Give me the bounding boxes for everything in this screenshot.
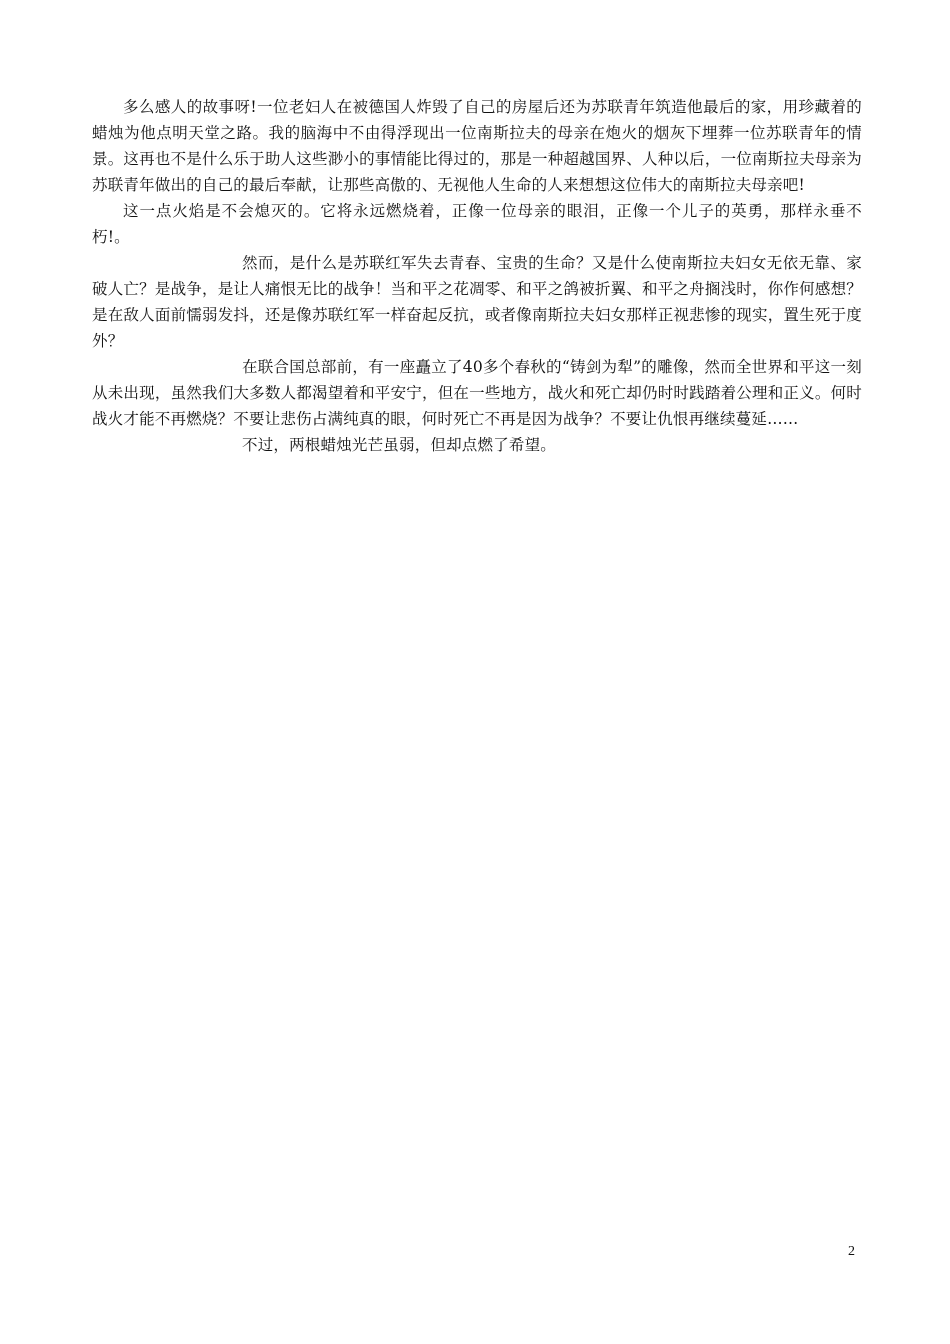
paragraph-3: 然而，是什么是苏联红军失去青春、宝贵的生命？又是什么使南斯拉夫妇女无依无靠、家破人亡？是战争，是让人痛恨无比的战争！当和平之花凋零、和平之鸽被折翼、和平之舟搁浅时，你作何感想？是在敌人面前懦弱发抖，还是像苏联红军一样奋起反抗，或者像南斯拉夫妇女那样正视悲惨的现实，置生死于度外？	[92, 254, 862, 350]
document-body	[92, 94, 862, 458]
paragraph-1: 多么感人的故事呀!一位老妇人在被德国人炸毁了自己的房屋后还为苏联青年筑造他最后的家，用珍藏着的蜡烛为他点明天堂之路。我的脑海中不由得浮现出一位南斯拉夫的母亲在炮火的烟灰下埋葬一位苏联青年的情景。这再也不是什么乐于助人这些渺小的事情能比得过的，那是一种超越国界、人种以后，一位南斯拉夫母亲为苏联青年做出的自己的最后奉献，让那些高傲的、无视他人生命的人来想想这位伟大的南斯拉夫母亲吧!	[92, 98, 862, 194]
paragraph-2: 这一点火焰是不会熄灭的。它将永远燃烧着，正像一位母亲的眼泪，正像一个儿子的英勇，那样永垂不朽!。	[92, 202, 862, 246]
paragraph-5: 不过，两根蜡烛光芒虽弱，但却点燃了希望。	[242, 436, 557, 454]
paragraph-4: 在联合国总部前，有一座矗立了40多个春秋的“铸剑为犁”的雕像，然而全世界和平这一刻从未出现，虽然我们大多数人都渴望着和平安宁，但在一些地方，战火和死亡却仍时时践踏着公理和正义。何时战火才能不再燃烧？不要让悲伤占满纯真的眼，何时死亡不再是因为战争？不要让仇恨再继续蔓延……	[92, 358, 862, 428]
page-number: 2	[848, 1244, 855, 1259]
